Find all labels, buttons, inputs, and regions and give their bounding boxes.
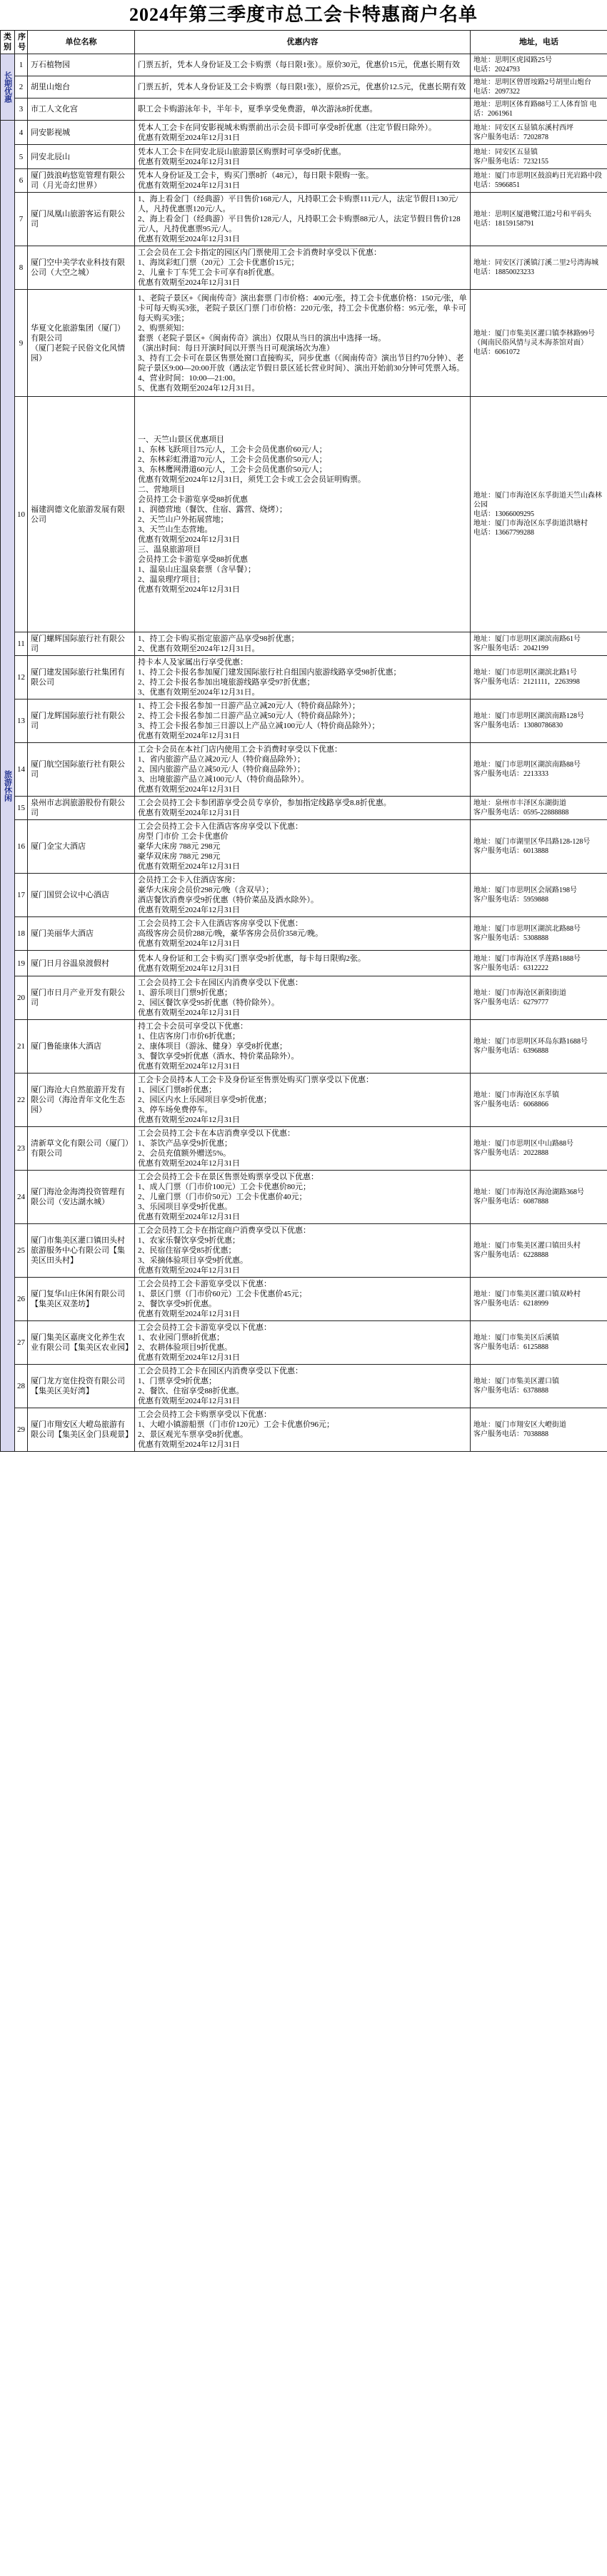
- row-number: 28: [15, 1365, 28, 1408]
- offer-content: 工会会员持工会卡在指定商户消费享受以下优惠： 1、农家乐餐饮享受9折优惠； 2、民宿住宿享受85折优惠； 3、采摘体验项目享受9折优惠。 优惠有效期至2024年12月31日: [135, 1224, 471, 1278]
- row-number: 15: [15, 797, 28, 820]
- unit-name: 同安北辰山: [28, 145, 135, 169]
- offer-content: 工会卡会员持本人工会卡及身份证至售票处购买门票享受以下优惠： 1、园区门票8折优惠； 2、园区内水上乐园项目享受9折优惠； 3、停车场免费停车。 优惠有效期至2024年12月31日: [135, 1074, 471, 1127]
- header-unit: 单位名称: [28, 31, 135, 54]
- table-row: [1, 397, 607, 632]
- offer-content: 1、持工会卡报名参加一日游产品立减20元/人（特价商品除外）； 2、持工会卡报名参加二日游产品立减50元/人（特价商品除外）； 3、持工会卡报名参加三日游以上产品立减100元/人（特价商品除外）； 优惠有效期至2024年12月31日: [135, 699, 471, 743]
- unit-name: 厦门鼓浪屿悠览管理有限公司（月光奇幻世界）: [28, 169, 135, 193]
- table-row: [1, 145, 607, 169]
- address-phone: 地址：厦门市思明区湖滨南路128号 客户服务电话：13080786830: [471, 699, 607, 743]
- row-number: 10: [15, 397, 28, 632]
- row-number: 3: [15, 99, 28, 121]
- offer-content: 工会会员持工会卡在园区内消费享受以下优惠： 1、门票享受9折优惠； 2、餐饮、住宿享受88折优惠。 优惠有效期至2024年12月31日: [135, 1365, 471, 1408]
- offer-content: 门票五折，凭本人身份证及工会卡购票（每日限1张）。原价30元，优惠价15元，优惠长期有效: [135, 54, 471, 76]
- unit-name: 厦门集美区嘉庚文化养生农业有限公司【集美区农业园】: [28, 1321, 135, 1365]
- merchant-table: [0, 30, 607, 1452]
- table-row: [1, 99, 607, 121]
- header-address: 地址，电话: [471, 31, 607, 54]
- row-number: 21: [15, 1020, 28, 1074]
- address-phone: 地址：厦门市集美区灌口镇田头村 客户服务电话：6228888: [471, 1224, 607, 1278]
- offer-content: 1、持工会卡购买指定旅游产品享受98折优惠； 2、优惠有效期至2024年12月31日。: [135, 632, 471, 656]
- row-number: 9: [15, 290, 28, 397]
- offer-content: 职工会卡购游泳年卡，半年卡，夏季享受免费游，单次游泳8折优惠。: [135, 99, 471, 121]
- row-number: 18: [15, 917, 28, 951]
- table-row: [1, 1020, 607, 1074]
- row-number: 2: [15, 76, 28, 99]
- unit-name: 泉州市志润旅游股份有限公司: [28, 797, 135, 820]
- row-number: 7: [15, 193, 28, 246]
- unit-name: 胡里山炮台: [28, 76, 135, 99]
- table-row: [1, 1278, 607, 1321]
- row-number: 4: [15, 121, 28, 145]
- offer-content: 工会会员持工会卡入住酒店客房享受以下优惠： 高级客房会员价288元/晚，豪华客房会员价358元/晚。 优惠有效期至2024年12月31日: [135, 917, 471, 951]
- row-number: 12: [15, 656, 28, 699]
- table-row: [1, 121, 607, 145]
- address-phone: 地址：厦门市海沧区东孚街道天竺山森林公园 电话：13066009295 地址：厦门市海沧区东孚街道洪塘村 电话：13667799288: [471, 397, 607, 632]
- address-phone: 地址：厦门市思明区会展路198号 客户服务电话：5959888: [471, 874, 607, 917]
- offer-content: 工会会员在工会卡指定的园区内门票使用工会卡消费时享受以下优惠： 1、海岚彩虹门票（20元）工会卡优惠价15元； 2、儿童卡丁车凭工会卡可享有8折优惠。 优惠有效期至2024年12月31日: [135, 246, 471, 290]
- unit-name: 厦门海沧金海湾投资管理有限公司（安达湖水城）: [28, 1171, 135, 1224]
- row-number: 14: [15, 743, 28, 797]
- unit-name: 厦门金宝大酒店: [28, 820, 135, 874]
- unit-name: 市工人文化宫: [28, 99, 135, 121]
- table-row: [1, 1408, 607, 1452]
- table-row: [1, 1074, 607, 1127]
- address-phone: 地址：厦门市湖里区华昌路128-128号 客户服务电话：6013888: [471, 820, 607, 874]
- table-row: [1, 797, 607, 820]
- table-row: [1, 193, 607, 246]
- address-phone: 地址：思明区体育路88号工人体育馆 电话：2061961: [471, 99, 607, 121]
- address-phone: 地址：厦门市思明区湖滨南路61号 客户服务电话：2042199: [471, 632, 607, 656]
- offer-content: 持工会卡会员可享受以下优惠： 1、住店客房门市价6折优惠； 2、康体项目（游泳、健身）享受8折优惠； 3、餐饮享受9折优惠（酒水、特价菜品除外）。 优惠有效期至2024年12月31日: [135, 1020, 471, 1074]
- table-row: [1, 1365, 607, 1408]
- unit-name: 厦门建发国际旅行社集团有限公司: [28, 656, 135, 699]
- page-title: 2024年第三季度市总工会卡特惠商户名单: [129, 4, 478, 25]
- address-phone: 地址：厦门市思明区湖滨南路88号 客户服务电话：2213333: [471, 743, 607, 797]
- address-phone: 地址：同安区汀溪镇汀溪二里2号湾海城 电话：18850023233: [471, 246, 607, 290]
- row-number: 13: [15, 699, 28, 743]
- address-phone: 地址：厦门市翔安区大嶝街道 客户服务电话：7038888: [471, 1408, 607, 1452]
- address-phone: 地址：同安区五显镇 客户服务电话：7232155: [471, 145, 607, 169]
- table-row: [1, 874, 607, 917]
- header-category: 类别: [1, 31, 15, 54]
- unit-name: 厦门复华山庄休闲有限公司【集美区双垄坊】: [28, 1278, 135, 1321]
- row-number: 1: [15, 54, 28, 76]
- row-number: 11: [15, 632, 28, 656]
- table-row: [1, 1171, 607, 1224]
- address-phone: 地址：思明区曾厝垵路2号胡里山炮台 电话：2097322: [471, 76, 607, 99]
- table-row: [1, 743, 607, 797]
- address-phone: 地址：泉州市丰泽区东湖街道 客户服务电话：0595-22888888: [471, 797, 607, 820]
- header-no: 序号: [15, 31, 28, 54]
- unit-name: 厦门龙辉国际旅行社有限公司: [28, 699, 135, 743]
- offer-content: 工会会员持工会卡在景区售票处购票享受以下优惠： 1、成人门票（门市价100元）工会卡优惠价80元； 2、儿童门票（门市价50元）工会卡优惠价40元； 3、乐园项目享受9折优惠。 优惠有效期至2024年12月31日: [135, 1171, 471, 1224]
- row-number: 6: [15, 169, 28, 193]
- address-phone: 地址：厦门市思明区鼓浪屿日光岩路中段 电话：5966851: [471, 169, 607, 193]
- offer-content: 工会会员持工会卡游览享受以下优惠： 1、农业园门票8折优惠； 2、农耕体验项目9折优惠。 优惠有效期至2024年12月31日: [135, 1321, 471, 1365]
- unit-name: 厦门航空国际旅行社有限公司: [28, 743, 135, 797]
- unit-name: 清新草文化有限公司（厦门）有限公司: [28, 1127, 135, 1171]
- row-number: 26: [15, 1278, 28, 1321]
- unit-name: 厦门日月谷温泉渡假村: [28, 951, 135, 976]
- address-phone: 地址：厦门市思明区湖滨北路1号 客户服务电话：2121111，2263998: [471, 656, 607, 699]
- category-cell: 长期优惠: [1, 54, 15, 121]
- unit-name: 厦门市翔安区大嶝岛旅游有限公司【集美区金门县观景】: [28, 1408, 135, 1452]
- offer-content: 1、海上看金门（经典游）平日售价168元/人，凡持职工会卡购票111元/人，法定节假日130元/人，凡持优惠票120元/人。 2、海上看金门（经典游）平日售价128元/人，凡持职工会卡购票88元/人，法定节假日售价128元/人，凡持优惠票95元/人。 优惠有效期至2024年12月31日: [135, 193, 471, 246]
- offer-content: 1、老院子景区+《闽南传奇》演出套票 门市价格：400元/张，持工会卡优惠价格：150元/张，单卡可每天购买3张，老院子景区门票 门市价格：220元/张，持工会卡优惠价格：95元/张，单卡可每天购买3张； 2、购票须知： 套票（老院子景区+《闽南传奇》演出）仅限从当日的演出中选择一场。 （演出时间：每日开演时间以开票当日可观演场次为准） 3、持有工会卡可在景区售票处窗口直接购买，同步优惠（《闽南传奇》演出节目约70分钟）、老院子景区9:00—20:00开放（遇法定节假日景区延长营业时间）、演出开始前30分钟可凭票入场。 4、营业时间：10:00—21:00。 5、优惠有效期至2024年12月31日。: [135, 290, 471, 397]
- offer-content: 工会卡会员在本社门店内使用工会卡消费时享受以下优惠： 1、省内旅游产品立减20元/人（特价商品除外）； 2、国内旅游产品立减50元/人（特价商品除外）； 3、出境旅游产品立减100元/人（特价商品除外）。 优惠有效期至2024年12月31日: [135, 743, 471, 797]
- unit-name: 厦门市日月产业开发有限公司: [28, 976, 135, 1020]
- offer-content: 凭本人工会卡在同安北辰山旅游景区购票时可享受8折优惠。 优惠有效期至2024年12月31日: [135, 145, 471, 169]
- table-header-row: [1, 31, 607, 54]
- table-row: [1, 917, 607, 951]
- address-phone: 地址：厦门市集美区后溪镇 客户服务电话：6125888: [471, 1321, 607, 1365]
- table-row: [1, 54, 607, 76]
- table-row: [1, 820, 607, 874]
- offer-content: 一、天竺山景区优惠项目 1、东林飞跃项目75元/人，工会卡会员优惠价60元/人； 2、东林彩虹滑道70元/人，工会卡会员优惠价50元/人； 3、东林鹰网滑道60元/人，工会卡会员优惠价50元/人； 优惠有效期至2024年12月31日，须凭工会卡或工会会员证明购票。 二、营地项目 会员持工会卡游览享受88折优惠 1、润德营地（餐饮、住宿、露营、烧烤）； 2、天竺山户外拓展营地； 3、天竺山生态营地。 优惠有效期至2024年12月31日 三、温泉旅游项目 会员持工会卡游览享受88折优惠 1、温泉山庄温泉套票（含早餐）； 2、温泉理疗项目； 优惠有效期至2024年12月31日: [135, 397, 471, 632]
- address-phone: 地址：思明区虎园路25号 电话：2024793: [471, 54, 607, 76]
- unit-name: 厦门海沧大自然旅游开发有限公司（海沧青年文化生态园）: [28, 1074, 135, 1127]
- unit-name: 万石植物园: [28, 54, 135, 76]
- table-row: [1, 951, 607, 976]
- table-row: [1, 76, 607, 99]
- unit-name: 厦门龙方宽住投资有限公司【集美区美好湾】: [28, 1365, 135, 1408]
- table-row: [1, 1321, 607, 1365]
- table-body: [1, 54, 607, 1452]
- offer-content: 工会会员持工会卡游览享受以下优惠： 1、景区门票（门市价60元）工会卡优惠价45元； 2、餐饮享受9折优惠。 优惠有效期至2024年12月31日: [135, 1278, 471, 1321]
- unit-name: 厦门美丽华大酒店: [28, 917, 135, 951]
- row-number: 19: [15, 951, 28, 976]
- offer-content: 工会会员持工会卡在本店消费享受以下优惠： 1、茶饮产品享受9折优惠； 2、会员充值额外赠送5%。 优惠有效期至2024年12月31日: [135, 1127, 471, 1171]
- unit-name: 福建润德文化旅游发展有限公司: [28, 397, 135, 632]
- row-number: 23: [15, 1127, 28, 1171]
- unit-name: 厦门螺辉国际旅行社有限公司: [28, 632, 135, 656]
- offer-content: 持卡本人及家属出行享受优惠： 1、持工会卡报名参加厦门建发国际旅行社自组国内旅游线路享受98折优惠； 2、持工会卡报名参加出境旅游线路享受97折优惠； 3、优惠有效期至2024年12月31日。: [135, 656, 471, 699]
- unit-name: 厦门市集美区灌口镇田头村旅游服务中心有限公司【集美区田头村】: [28, 1224, 135, 1278]
- address-phone: 地址：厦门市海沧区东孚镇 客户服务电话：6068866: [471, 1074, 607, 1127]
- row-number: 17: [15, 874, 28, 917]
- address-phone: 地址：厦门市集美区灌口镇李林路99号（闽南民俗风情与灵木海茶馆对面） 电话：6061072: [471, 290, 607, 397]
- offer-content: 凭本人身份证及工会卡，购买门票8折（48元），每日限卡限购一张。 优惠有效期至2024年12月31日: [135, 169, 471, 193]
- address-phone: 地址：厦门市集美区灌口镇 客户服务电话：6378888: [471, 1365, 607, 1408]
- address-phone: 地址：厦门市思明区湖滨北路88号 客户服务电话：5308888: [471, 917, 607, 951]
- offer-content: 工会会员持工会卡购票享受以下优惠： 1、大嶝小镇游船票（门市价120元）工会卡优惠价96元； 2、景区观光车票享受8折优惠。 优惠有效期至2024年12月31日: [135, 1408, 471, 1452]
- table-row: [1, 246, 607, 290]
- row-number: 25: [15, 1224, 28, 1278]
- row-number: 5: [15, 145, 28, 169]
- table-row: [1, 656, 607, 699]
- table-row: [1, 1224, 607, 1278]
- unit-name: 厦门凤凰山旅游客运有限公司: [28, 193, 135, 246]
- row-number: 8: [15, 246, 28, 290]
- category-cell: 旅游休闲: [1, 121, 15, 1452]
- table-row: [1, 169, 607, 193]
- offer-content: 工会会员持工会卡在园区内消费享受以下优惠： 1、游乐项目门票9折优惠； 2、园区餐饮享受95折优惠（特价除外）。 优惠有效期至2024年12月31日: [135, 976, 471, 1020]
- row-number: 16: [15, 820, 28, 874]
- offer-content: 工会会员持工会卡入住酒店客房享受以下优惠： 房型 门市价 工会卡优惠价 豪华大床房 788元 298元 豪华双床房 788元 298元 优惠有效期至2024年12月31日: [135, 820, 471, 874]
- table-row: [1, 632, 607, 656]
- unit-name: 厦门空中美学农业科技有限公司（大空之城）: [28, 246, 135, 290]
- row-number: 22: [15, 1074, 28, 1127]
- unit-name: 同安影视城: [28, 121, 135, 145]
- table-row: [1, 1127, 607, 1171]
- address-phone: 地址：厦门市海沧区海沧湖路368号 客户服务电话：6087888: [471, 1171, 607, 1224]
- row-number: 20: [15, 976, 28, 1020]
- address-phone: 地址：厦门市海沧区孚莲路1888号 客户服务电话：6312222: [471, 951, 607, 976]
- unit-name: 华夏文化旅游集团（厦门）有限公司 （厦门老院子民俗文化风情园）: [28, 290, 135, 397]
- row-number: 29: [15, 1408, 28, 1452]
- header-offer: 优惠内容: [135, 31, 471, 54]
- address-phone: 地址：厦门市思明区环岛东路1688号 客户服务电话：6396888: [471, 1020, 607, 1074]
- unit-name: 厦门鲁能康体大酒店: [28, 1020, 135, 1074]
- address-phone: 地址：同安区五显镇东溪村西坪 客户服务电话：7202878: [471, 121, 607, 145]
- row-number: 27: [15, 1321, 28, 1365]
- address-phone: 地址：思明区厦港鹭江道2号和平码头 电话：18159158791: [471, 193, 607, 246]
- table-row: [1, 976, 607, 1020]
- table-row: [1, 290, 607, 397]
- row-number: 24: [15, 1171, 28, 1224]
- unit-name: 厦门国贸会议中心酒店: [28, 874, 135, 917]
- table-row: [1, 699, 607, 743]
- address-phone: 地址：厦门市集美区灌口镇双岭村 客户服务电话：6218999: [471, 1278, 607, 1321]
- address-phone: 地址：厦门市思明区中山路88号 客户服务电话：2022888: [471, 1127, 607, 1171]
- offer-content: 门票五折，凭本人身份证及工会卡购票（每日限1张），原价25元，优惠价12.5元，优惠长期有效: [135, 76, 471, 99]
- offer-content: 凭本人身份证和工会卡购买门票享受9折优惠，每卡每日限购2张。 优惠有效期至2024年12月31日: [135, 951, 471, 976]
- offer-content: 凭本人工会卡在同安影视城未购票前出示会员卡即可享受8折优惠（注定节假日除外）。 优惠有效期至2024年12月31日: [135, 121, 471, 145]
- offer-content: 工会会员持工会卡参团游享受会员专享价，参加指定线路享受8.8折优惠。 优惠有效期至2024年12月31日: [135, 797, 471, 820]
- address-phone: 地址：厦门市海沧区新阳街道 客户服务电话：6279777: [471, 976, 607, 1020]
- offer-content: 会员持工会卡入住酒店客房： 豪华大床房会员价298元/晚（含双早）； 酒店餐饮消费享受9折优惠（特价菜品及酒水除外）。 优惠有效期至2024年12月31日: [135, 874, 471, 917]
